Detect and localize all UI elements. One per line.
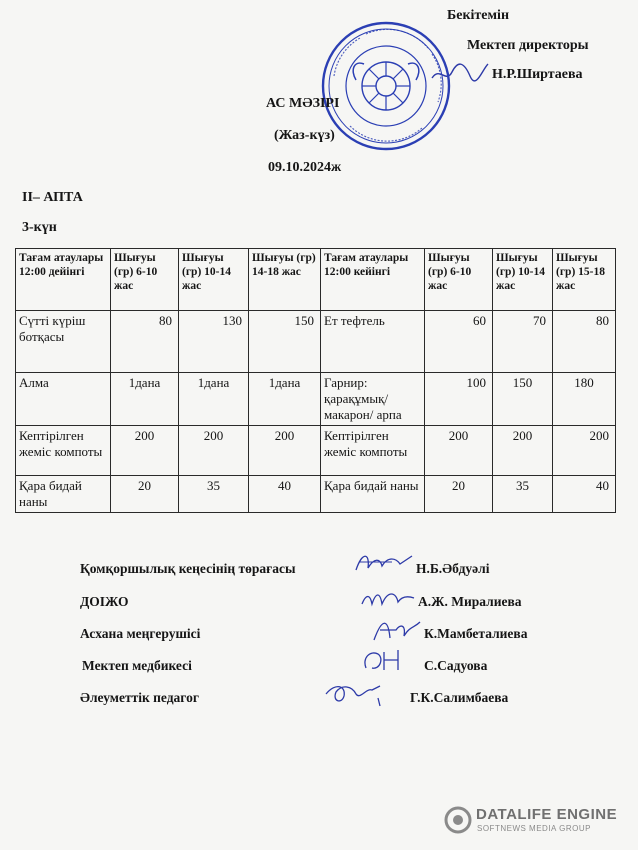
table-header-row [16, 249, 616, 311]
approval-name: Н.Р.Ширтаева [492, 67, 583, 82]
signature-scribble [360, 646, 424, 674]
signature-name: К.Мамбеталиева [424, 626, 528, 641]
amount-cell: 35 [179, 476, 249, 513]
amount-cell: 40 [553, 476, 616, 513]
amount-cell: 200 [179, 426, 249, 476]
menu-season: (Жаз-күз) [274, 128, 335, 143]
amount-cell: 60 [425, 311, 493, 373]
table-row [16, 426, 616, 476]
header-cell: Шығуы (гр) 6-10 жас [425, 249, 493, 311]
amount-cell: 80 [553, 311, 616, 373]
dish-cell: Алма [16, 373, 111, 426]
signature-name: Г.К.Салимбаева [410, 690, 509, 705]
amount-cell: 1дана [111, 373, 179, 426]
header-cell: Шығуы (гр) 6-10 жас [111, 249, 179, 311]
signature-role: Әлеуметтік педагог [80, 690, 199, 705]
dish-cell: Қара бидай наны [16, 476, 111, 513]
signature-role: ДОІЖО [80, 594, 129, 609]
menu-date: 09.10.2024ж [268, 160, 342, 175]
header-cell: Тағам атаулары 12:00 кейінгі [321, 249, 425, 311]
amount-cell: 80 [111, 311, 179, 373]
amount-cell: 70 [493, 311, 553, 373]
table-row [16, 373, 616, 426]
signature-role: Мектеп медбикесі [82, 658, 192, 673]
header-cell: Тағам атаулары 12:00 дейінгі [16, 249, 111, 311]
header-cell: Шығуы (гр) 15-18 жас [553, 249, 616, 311]
signature-name: А.Ж. Миралиева [418, 594, 522, 609]
dish-cell: Кептірілген жеміс компоты [16, 426, 111, 476]
amount-cell: 150 [249, 311, 321, 373]
signature-scribble [358, 584, 422, 612]
approval-label: Бекітемін [447, 8, 510, 23]
amount-cell: 20 [111, 476, 179, 513]
amount-cell: 1дана [249, 373, 321, 426]
table-row [16, 476, 616, 513]
amount-cell: 1дана [179, 373, 249, 426]
signature-name: Н.Б.Әбдуәлі [416, 561, 490, 576]
week-label: II– АПТА [22, 190, 83, 205]
datalife-logo-icon [444, 806, 472, 834]
amount-cell: 150 [493, 373, 553, 426]
datalife-watermark [444, 804, 624, 838]
watermark-subtitle: SOFTNEWS MEDIA GROUP [477, 824, 592, 833]
school-seal-stamp [320, 20, 452, 152]
dish-cell: Гарнир: қарақұмық/макарон/ арпа [321, 373, 425, 426]
amount-cell: 200 [425, 426, 493, 476]
header-cell: Шығуы (гр) 14-18 жас [249, 249, 321, 311]
dish-cell: Кептірілген жеміс компоты [321, 426, 425, 476]
header-cell: Шығуы (гр) 10-14 жас [179, 249, 249, 311]
table-row [16, 311, 616, 373]
menu-title: АС МӘЗІРІ [266, 96, 340, 111]
signature-scribble [322, 680, 386, 708]
signature-scribble [352, 548, 416, 576]
dish-cell: Сүтті күріш ботқасы [16, 311, 111, 373]
menu-table [15, 248, 616, 513]
amount-cell: 200 [249, 426, 321, 476]
approval-position: Мектеп директоры [467, 38, 589, 53]
dish-cell: Қара бидай наны [321, 476, 425, 513]
amount-cell: 35 [493, 476, 553, 513]
amount-cell: 180 [553, 373, 616, 426]
amount-cell: 130 [179, 311, 249, 373]
signature-role: Асхана меңгерушісі [80, 626, 201, 641]
day-label: 3-күн [22, 220, 57, 235]
amount-cell: 100 [425, 373, 493, 426]
dish-cell: Ет тефтель [321, 311, 425, 373]
watermark-title: DATALIFE ENGINE [476, 806, 618, 823]
amount-cell: 40 [249, 476, 321, 513]
amount-cell: 20 [425, 476, 493, 513]
amount-cell: 200 [111, 426, 179, 476]
signature-role: Қомқоршылық кеңесінің төрағасы [80, 561, 296, 576]
amount-cell: 200 [553, 426, 616, 476]
header-cell: Шығуы (гр) 10-14 жас [493, 249, 553, 311]
amount-cell: 200 [493, 426, 553, 476]
signature-name: С.Садуова [424, 658, 488, 673]
